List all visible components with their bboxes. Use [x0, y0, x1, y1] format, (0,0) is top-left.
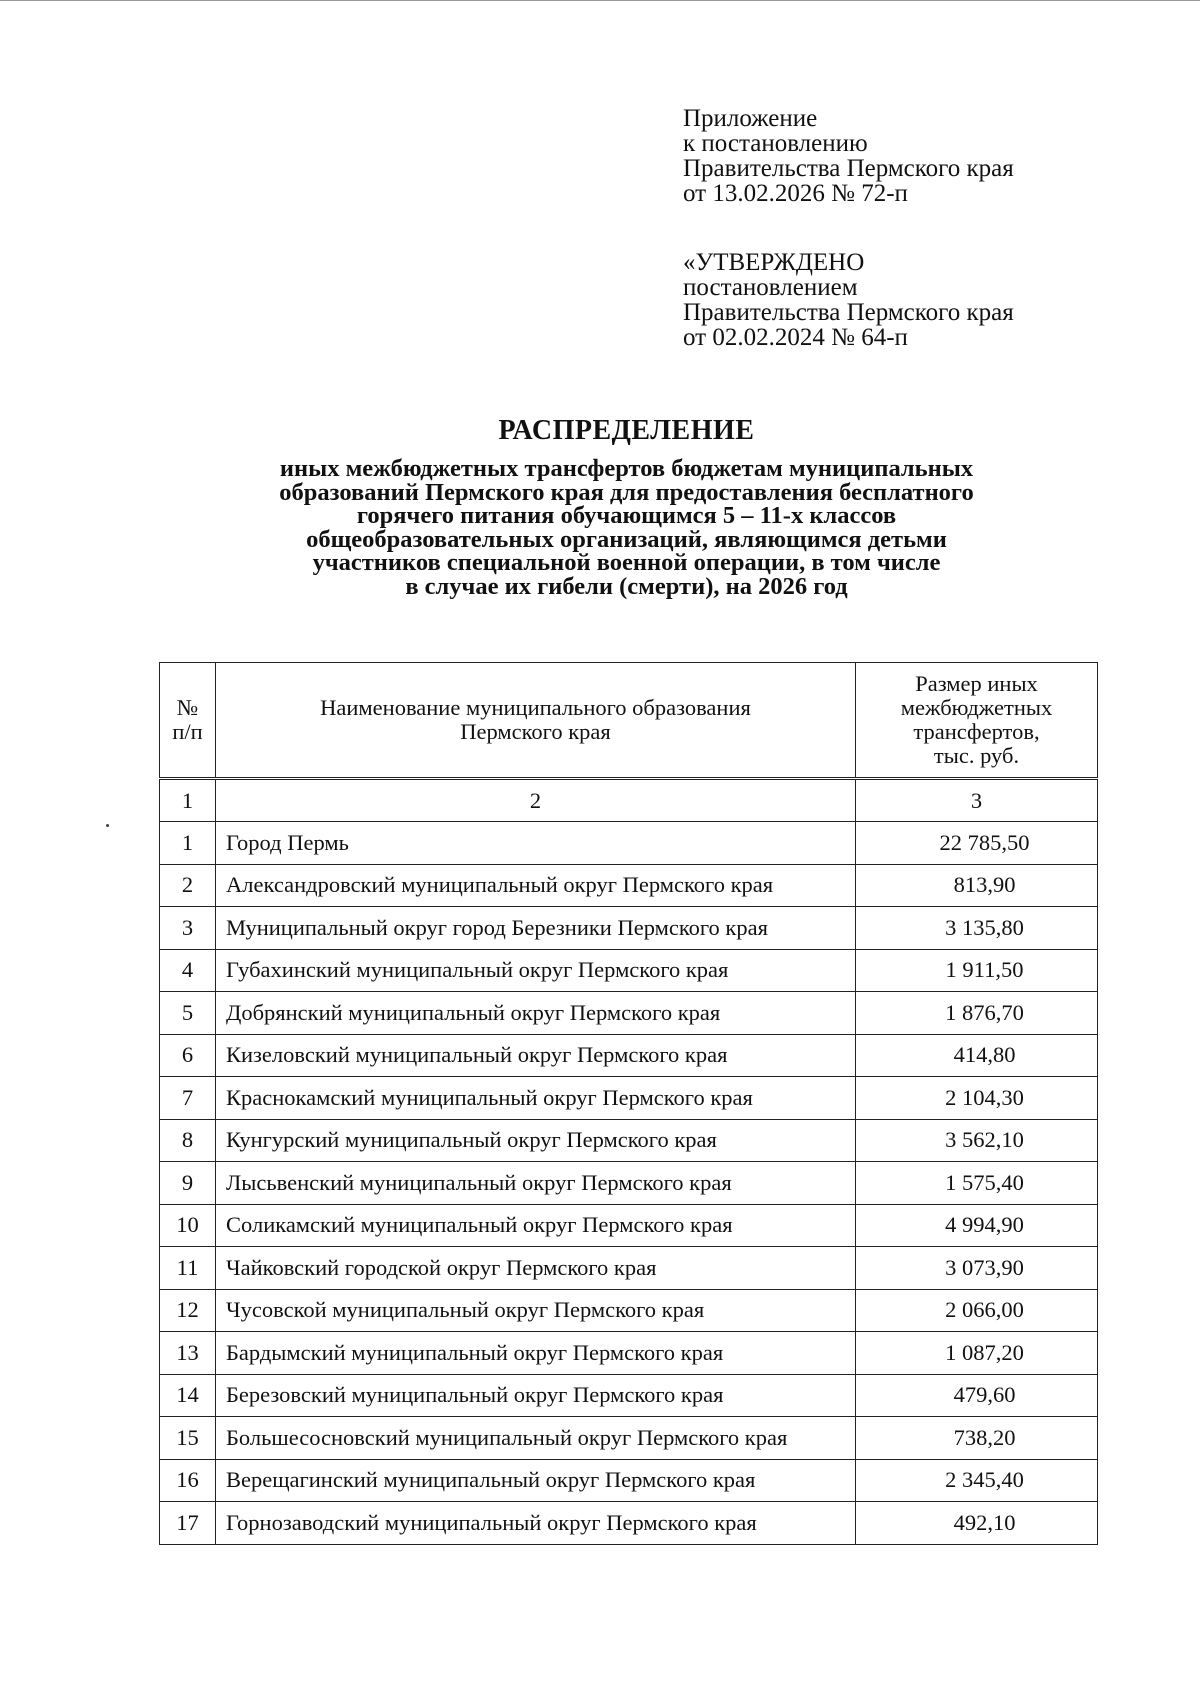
transfer-amount: 813,90: [856, 864, 1098, 907]
table-row: [160, 822, 1098, 865]
appendix-line: к постановлению: [683, 130, 868, 157]
header-name-line: Наименование муниципального образования: [320, 695, 751, 720]
row-number: 6: [160, 1034, 216, 1077]
row-number: 7: [160, 1077, 216, 1120]
municipality-name: Большесосновский муниципальный округ Пермского края: [216, 1417, 856, 1460]
header-amount-line: Размер иных: [915, 671, 1038, 696]
transfer-amount: 2 104,30: [856, 1077, 1098, 1120]
transfer-amount: 1 911,50: [856, 949, 1098, 992]
table-row: [160, 992, 1098, 1035]
approved-line: от 02.02.2024 № 64-п: [683, 324, 908, 351]
row-number: 9: [160, 1162, 216, 1205]
transfer-amount: 3 073,90: [856, 1247, 1098, 1290]
municipality-name: Верещагинский муниципальный округ Пермского края: [216, 1459, 856, 1502]
row-number: 2: [160, 864, 216, 907]
table-row: [160, 1502, 1098, 1545]
municipality-name: Березовский муниципальный округ Пермского края: [216, 1374, 856, 1417]
municipality-name: Кизеловский муниципальный округ Пермского края: [216, 1034, 856, 1077]
table-row: [160, 1459, 1098, 1502]
row-number: 5: [160, 992, 216, 1035]
municipality-name: Горнозаводский муниципальный округ Пермского края: [216, 1502, 856, 1545]
appendix-header: [683, 106, 1014, 206]
approved-line: «УТВЕРЖДЕНО: [683, 249, 865, 276]
table-row: [160, 1289, 1098, 1332]
approved-line: Правительства Пермского края: [683, 299, 1014, 326]
municipality-name: Соликамский муниципальный округ Пермского края: [216, 1204, 856, 1247]
row-number: 16: [160, 1459, 216, 1502]
table-row: [160, 1034, 1098, 1077]
table-body: [160, 822, 1098, 1545]
row-number: 4: [160, 949, 216, 992]
transfer-amount: 1 087,20: [856, 1332, 1098, 1375]
table-row: [160, 1119, 1098, 1162]
subtitle-line: в случае их гибели (смерти), на 2026 год: [405, 572, 848, 600]
column-number: 3: [856, 779, 1098, 822]
transfer-amount: 2 066,00: [856, 1289, 1098, 1332]
table-header-row: [160, 663, 1098, 779]
approved-stamp-text: [683, 250, 1014, 350]
row-number: 15: [160, 1417, 216, 1460]
municipality-name: Губахинский муниципальный округ Пермского края: [216, 949, 856, 992]
table-row: [160, 1332, 1098, 1375]
column-number: 1: [160, 779, 216, 822]
subtitle-line: горячего питания обучающимся 5 – 11-х классов: [356, 502, 897, 529]
municipality-name: Бардымский муниципальный округ Пермского края: [216, 1332, 856, 1375]
subtitle-line: иных межбюджетных трансфертов бюджетам муниципальных: [279, 455, 974, 482]
transfer-amount: 2 345,40: [856, 1459, 1098, 1502]
transfer-amount: 1 876,70: [856, 992, 1098, 1035]
document-subtitle: [0, 457, 1200, 598]
document-title: РАСПРЕДЕЛЕНИЕ: [498, 415, 755, 446]
transfer-amount: 1 575,40: [856, 1162, 1098, 1205]
approved-line: постановлением: [683, 274, 858, 301]
table-row: [160, 1374, 1098, 1417]
table-row: [160, 1204, 1098, 1247]
appendix-line: Приложение: [683, 105, 818, 132]
municipality-name: Краснокамский муниципальный округ Пермского края: [216, 1077, 856, 1120]
transfer-amount: 414,80: [856, 1034, 1098, 1077]
row-number: 1: [160, 822, 216, 865]
column-number: 2: [216, 779, 856, 822]
header-amount-line: межбюджетных: [900, 695, 1053, 720]
table-row: [160, 1247, 1098, 1290]
municipality-name: Добрянский муниципальный округ Пермского края: [216, 992, 856, 1035]
municipality-name: Муниципальный округ город Березники Пермского края: [216, 907, 856, 950]
transfer-amount: 4 994,90: [856, 1204, 1098, 1247]
transfer-amount: 479,60: [856, 1374, 1098, 1417]
header-number: [160, 663, 216, 779]
municipality-name: Александровский муниципальный округ Пермского края: [216, 864, 856, 907]
row-number: 3: [160, 907, 216, 950]
municipality-name: Лысьвенский муниципальный округ Пермского края: [216, 1162, 856, 1205]
row-number: 8: [160, 1119, 216, 1162]
scan-edge-line: [0, 0, 1200, 1]
table-row: [160, 907, 1098, 950]
table-row: [160, 864, 1098, 907]
municipality-name: Город Пермь: [216, 822, 856, 865]
row-number: 17: [160, 1502, 216, 1545]
transfer-amount: 3 562,10: [856, 1119, 1098, 1162]
distribution-table: [159, 662, 1098, 1545]
header-name: [216, 663, 856, 779]
transfer-amount: 738,20: [856, 1417, 1098, 1460]
subtitle-line: общеобразовательных организаций, являющимся детьми: [306, 525, 947, 553]
table-row: [160, 1162, 1098, 1205]
header-number-line: №: [176, 695, 199, 720]
table-row: [160, 1417, 1098, 1460]
transfer-amount: 22 785,50: [856, 822, 1098, 865]
header-amount-line: тыс. руб.: [933, 743, 1020, 768]
transfer-amount: 492,10: [856, 1502, 1098, 1545]
row-number: 10: [160, 1204, 216, 1247]
row-number: 12: [160, 1289, 216, 1332]
row-number: 11: [160, 1247, 216, 1290]
row-number: 13: [160, 1332, 216, 1375]
municipality-name: Кунгурский муниципальный округ Пермского края: [216, 1119, 856, 1162]
municipality-name: Чусовской муниципальный округ Пермского края: [216, 1289, 856, 1332]
transfer-amount: 3 135,80: [856, 907, 1098, 950]
municipality-name: Чайковский городской округ Пермского края: [216, 1247, 856, 1290]
appendix-line: от 13.02.2026 № 72-п: [683, 180, 908, 207]
header-name-line: Пермского края: [460, 719, 611, 744]
header-amount-line: трансфертов,: [913, 719, 1040, 744]
table-row: [160, 1077, 1098, 1120]
row-number: 14: [160, 1374, 216, 1417]
header-number-line: п/п: [172, 719, 203, 744]
scan-dot: [106, 824, 109, 827]
subtitle-line: участников специальной военной операции, в том числе: [312, 549, 941, 576]
column-numbers-row: [160, 779, 1098, 822]
table-row: [160, 949, 1098, 992]
appendix-line: Правительства Пермского края: [683, 155, 1014, 182]
subtitle-line: образований Пермского края для предоставления бесплатного: [279, 478, 974, 506]
header-amount: [856, 663, 1098, 779]
